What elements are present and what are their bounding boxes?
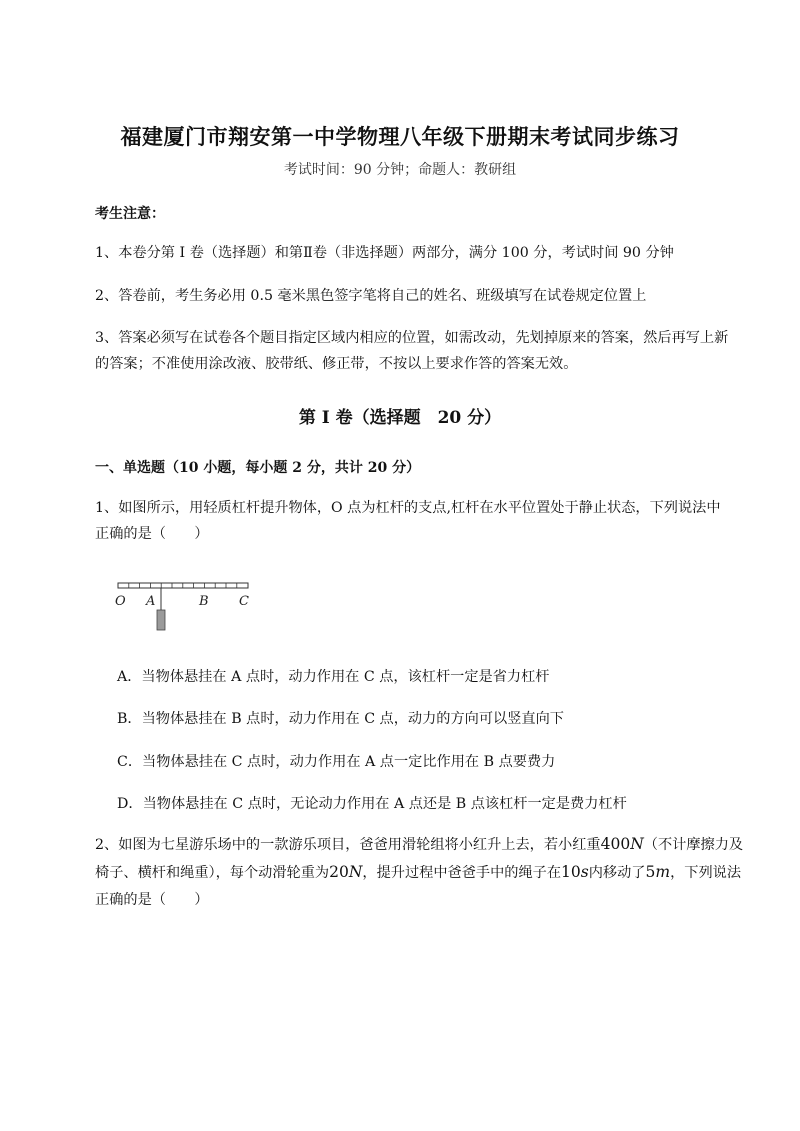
point-label-o: O [115, 594, 126, 609]
exam-subtitle: 考试时间：90 分钟；命题人：教研组 [283, 162, 517, 178]
notes-heading: 考生注意： [95, 206, 165, 222]
note-item-1: 1、本卷分第 I 卷（选择题）和第Ⅱ卷（非选择题）两部分，满分 100 分，考试时间 90 分钟 [95, 245, 674, 261]
point-label-c: C [239, 594, 249, 609]
note-item-2: 2、答卷前，考生务必用 0.5 毫米黑色签字笔将自己的姓名、班级填写在试卷规定位置上 [95, 288, 647, 304]
option-b[interactable]: B．当物体悬挂在 B 点时，动力作用在 C 点，动力的方向可以竖直向下 [117, 711, 564, 727]
option-a[interactable]: A．当物体悬挂在 A 点时，动力作用在 C 点，该杠杆一定是省力杠杆 [117, 669, 550, 685]
point-label-a: A [146, 594, 156, 609]
note-item-3: 3、答案必须写在试卷各个题目指定区域内相应的位置，如需改动，先划掉原来的答案，然后再写上新 [95, 330, 729, 346]
point-label-b: B [199, 594, 209, 609]
question-1-stem-cont: 正确的是（ ） [95, 526, 209, 542]
exam-title: 福建厦门市翔安第一中学物理八年级下册期末考试同步练习 [120, 124, 680, 149]
question-2-stem: 2、如图为七星游乐场中的一款游乐项目，爸爸用滑轮组将小红升上去，若小红重400N（不计摩擦力及椅子、横杆和绳重），每个动滑轮重为20N，提升过程中爸爸手中的绳子在10s内移动了5m，下列说法正确的是（ ） [95, 835, 744, 908]
question-1-stem: 1、如图所示，用轻质杠杆提升物体，O 点为杠杆的支点,杠杆在水平位置处于静止状态，下列说法中 [95, 500, 721, 516]
part-heading: 一、单选题（10 小题，每小题 2 分，共计 20 分） [95, 460, 421, 476]
note-item-3-cont: 的答案；不准使用涂改液、胶带纸、修正带，不按以上要求作答的答案无效。 [95, 356, 578, 372]
option-c[interactable]: C．当物体悬挂在 C 点时，动力作用在 A 点一定比作用在 B 点要费力 [117, 754, 556, 770]
section-title: 第 I 卷（选择题 20 分） [298, 408, 502, 428]
lever-figure [110, 576, 260, 636]
option-d[interactable]: D．当物体悬挂在 C 点时，无论动力作用在 A 点还是 B 点该杠杆一定是费力杠杆 [117, 796, 627, 812]
lever-bar [118, 583, 248, 588]
hanging-weight [157, 610, 165, 630]
